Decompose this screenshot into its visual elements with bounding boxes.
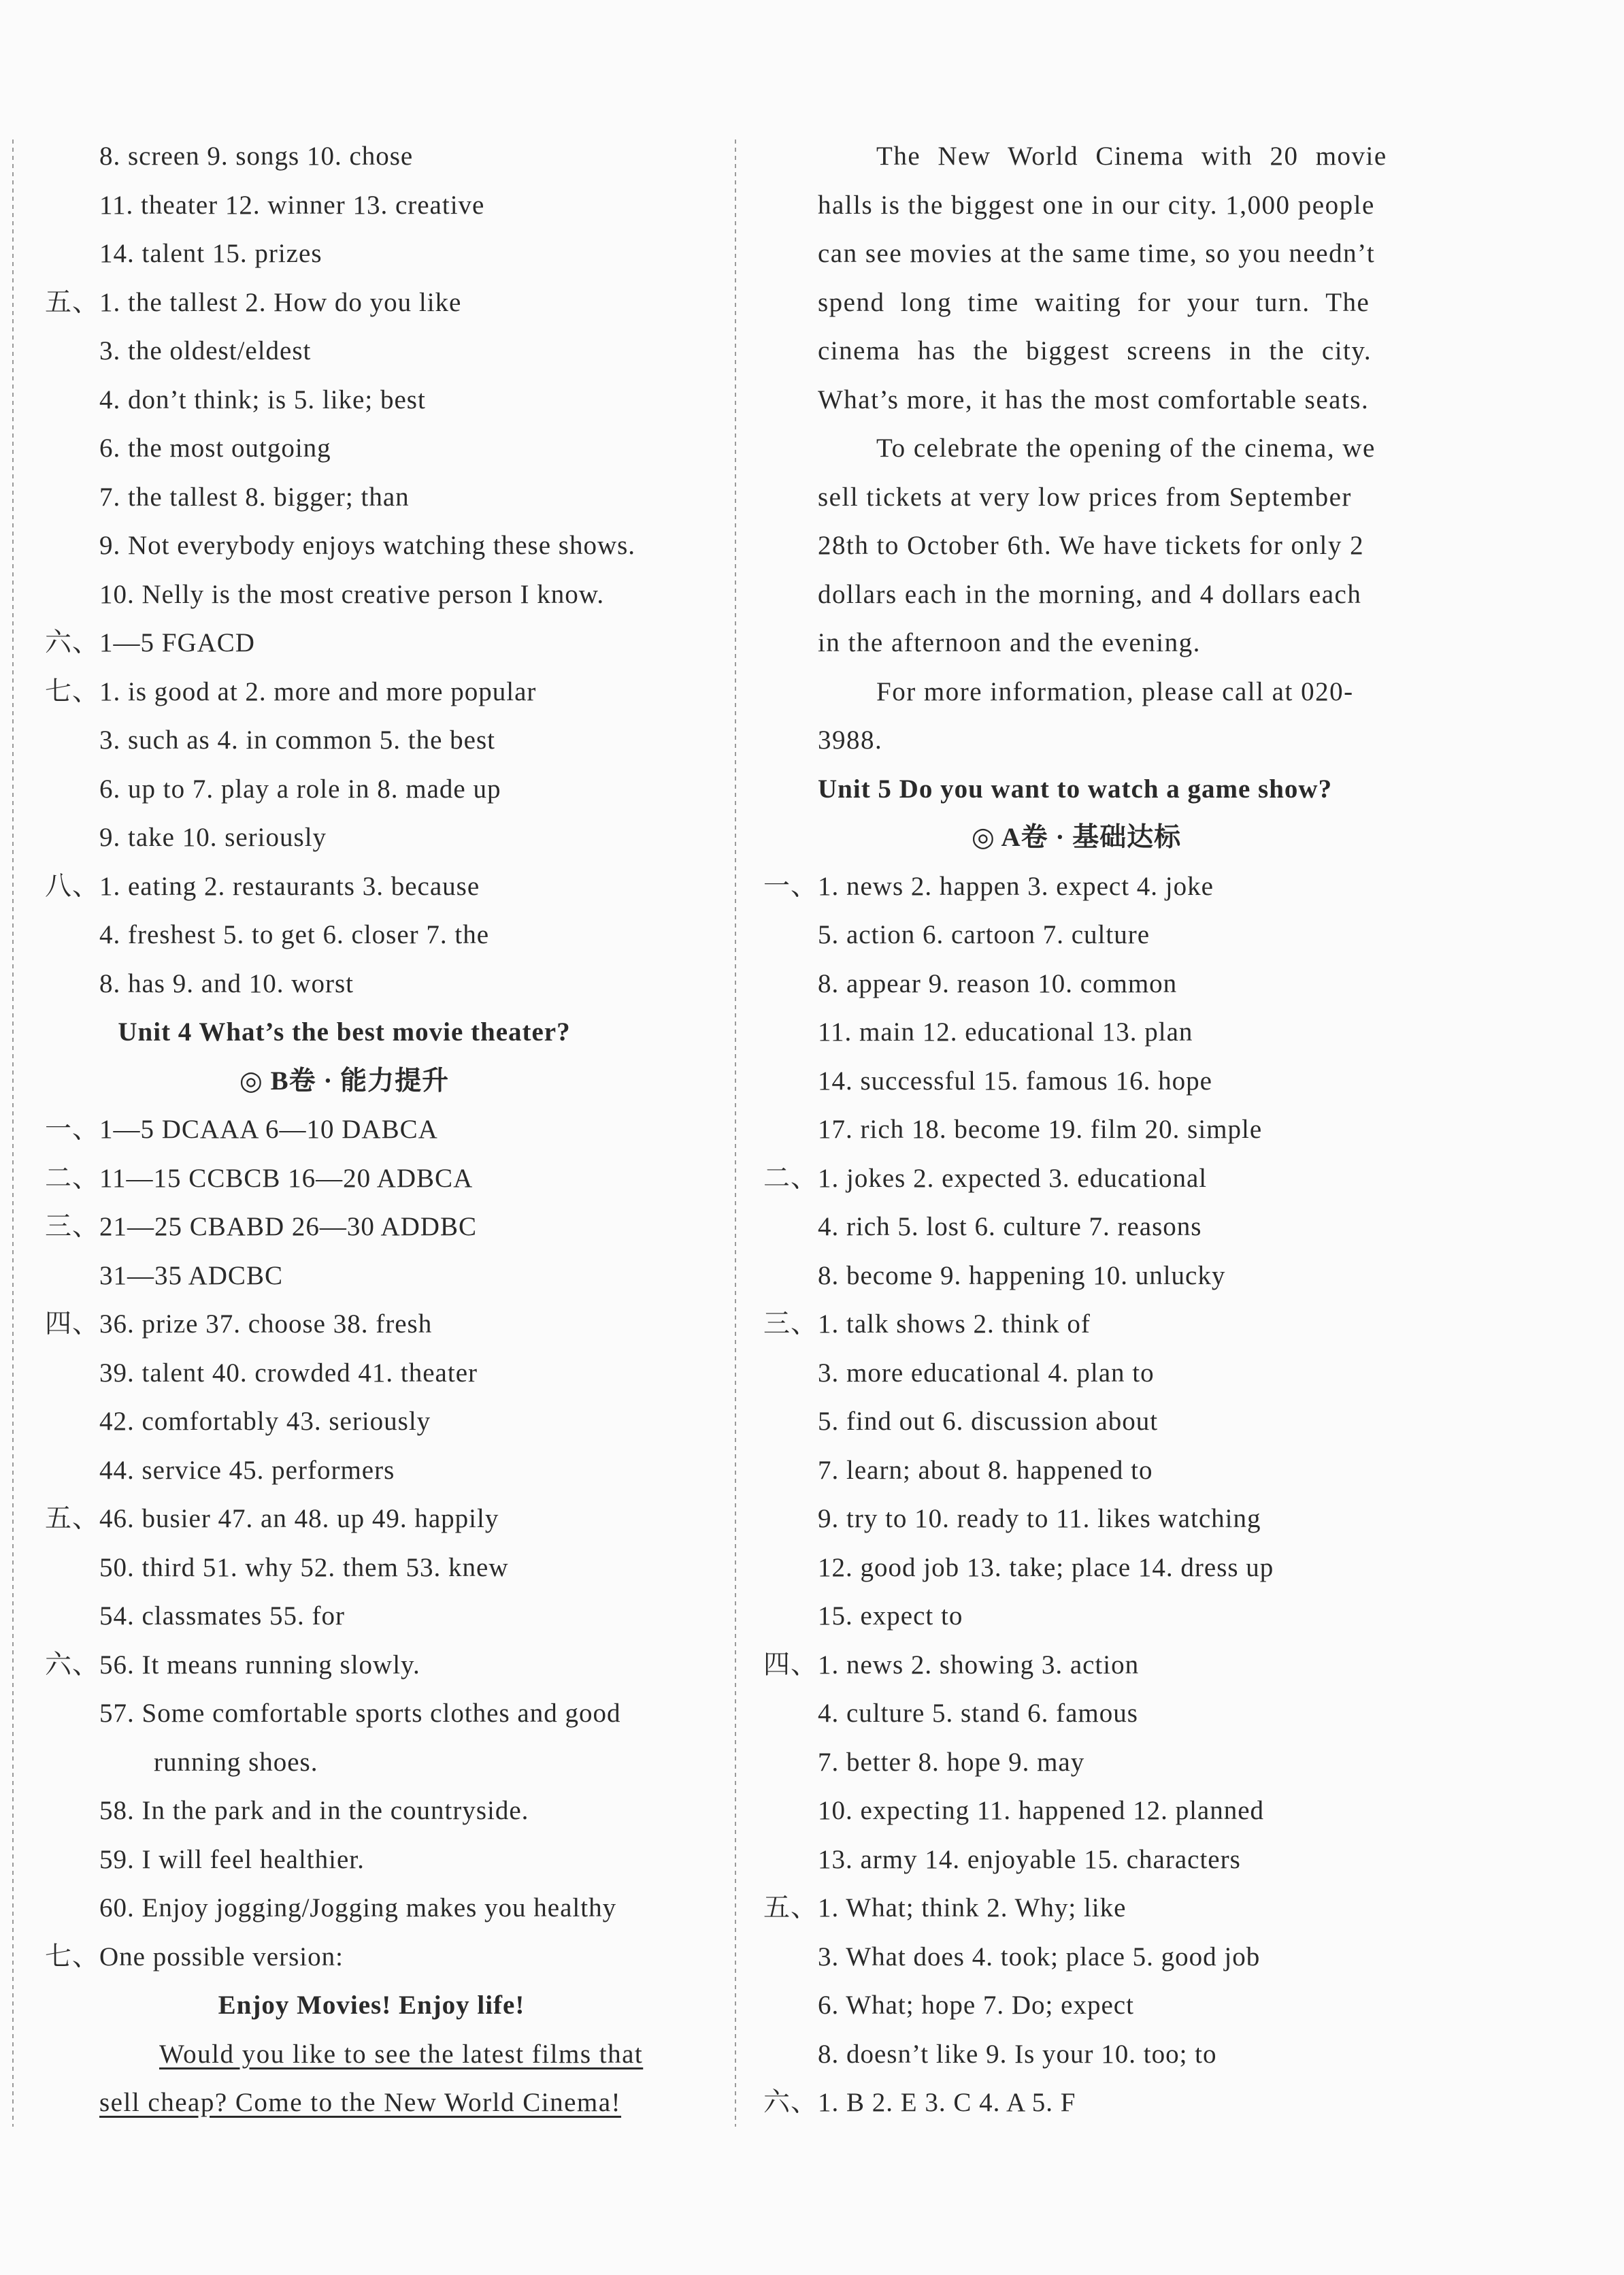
- essay-line: cinema has the biggest screens in the city.: [818, 336, 1372, 365]
- essay-line: sell tickets at very low prices from September: [818, 482, 1352, 512]
- essay-line: sell cheap? Come to the New World Cinema!: [99, 2088, 622, 2117]
- essay-line: 3988.: [818, 725, 883, 755]
- unit-5-heading: Unit 5 Do you want to watch a game show?: [818, 774, 1333, 804]
- unit-4-heading: Unit 4 What’s the best movie theater?: [118, 1017, 571, 1047]
- essay-line: To celebrate the opening of the cinema, we: [876, 433, 1376, 463]
- essay-title: Enjoy Movies! Enjoy life!: [218, 1991, 525, 2020]
- left-margin-line: [12, 140, 14, 2127]
- essay-line: dollars each in the morning, and 4 dollars each: [818, 580, 1362, 609]
- essay-line: can see movies at the same time, so you needn’t: [818, 239, 1376, 268]
- essay-line: spend long time waiting for your turn. The: [818, 288, 1370, 317]
- essay-line: For more information, please call at 020-: [876, 677, 1354, 706]
- essay-line: The New World Cinema with 20 movie: [876, 142, 1387, 171]
- a-section-heading: ◎ A卷 · 基础达标: [971, 823, 1182, 852]
- essay-line: What’s more, it has the most comfortable seats.: [818, 385, 1370, 414]
- column-divider-line: [735, 140, 736, 2127]
- essay-line: halls is the biggest one in our city. 1,000 people: [818, 191, 1375, 220]
- essay-line: 28th to October 6th. We have tickets for only 2: [818, 531, 1365, 560]
- essay-line: Would you like to see the latest films that: [159, 2040, 644, 2069]
- b-section-heading: ◎ B卷 · 能力提升: [239, 1066, 450, 1096]
- essay-line: in the afternoon and the evening.: [818, 628, 1201, 657]
